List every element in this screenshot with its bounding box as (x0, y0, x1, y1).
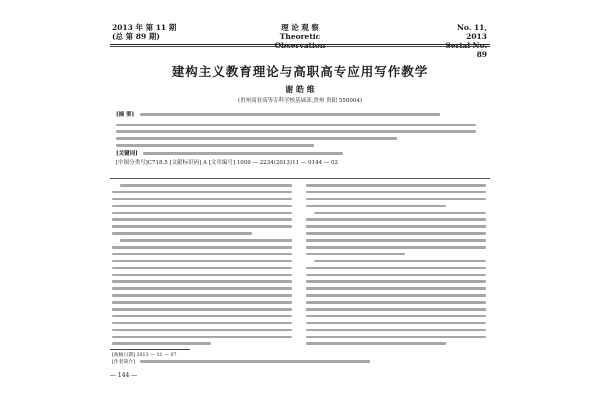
body-text-line (314, 260, 486, 263)
body-text-line (306, 280, 486, 283)
body-text-line (112, 315, 292, 318)
body-text-line (112, 274, 292, 277)
body-text-line (120, 239, 292, 242)
body-text-line (306, 274, 486, 277)
body-text-line (112, 301, 292, 304)
body-text-line (306, 267, 486, 270)
body-text-line (306, 315, 486, 318)
body-text-line (306, 342, 446, 345)
header-serial-en: Serial No. 89 (445, 41, 487, 59)
footnote-rule (110, 349, 190, 350)
body-text-line (112, 253, 292, 256)
keywords (116, 151, 476, 159)
keywords-label: [关键词] (116, 151, 138, 158)
body-text-line (112, 342, 211, 345)
journal-name-en: Theoretic Observation (274, 32, 326, 50)
header-issue (112, 23, 176, 41)
abstract (116, 112, 476, 147)
body-text-line (120, 184, 292, 187)
abstract-text-line (116, 137, 397, 140)
body-text-line (112, 260, 292, 263)
body-text-line (112, 198, 292, 201)
body-text-line (306, 253, 405, 256)
body-text-line (112, 336, 292, 339)
article-affiliation: (贵州商业高等专科学校基础部,贵州 贵阳 550004) (237, 98, 363, 104)
body-text-line (314, 212, 486, 215)
body-text-line (112, 225, 292, 228)
body-text-line (306, 308, 486, 311)
author-bio (112, 359, 488, 366)
body-text-line (112, 246, 292, 249)
body-text-line (112, 294, 292, 297)
header-issue-cn: 2013 年 第 11 期 (112, 23, 177, 32)
header-number-en: No. 11, 2013 (457, 23, 487, 41)
body-text-line (306, 184, 486, 187)
article-author: 谢 皓 维 (285, 84, 315, 94)
abstract-text-line (116, 130, 476, 133)
abstract-rule (110, 178, 490, 179)
abstract-text-line (116, 144, 314, 147)
body-text-line (112, 205, 292, 208)
body-text-line (306, 218, 486, 221)
page-number: — 144 — (110, 372, 138, 379)
body-text-line (306, 294, 486, 297)
body-text-line (306, 246, 486, 249)
journal-name-cn: 理 论 观 察 (281, 23, 319, 32)
body-column-right (306, 184, 486, 349)
header-rule-thin (110, 46, 490, 47)
header-issue-en (437, 23, 487, 59)
received-date: [收稿日期] 2013 — 11 — 07 (112, 353, 177, 358)
abstract-text-line (116, 124, 476, 127)
header-rule (110, 44, 490, 45)
body-text-line (112, 218, 292, 221)
abstract-block (116, 112, 476, 167)
header-serial-cn: (总 第 89 期) (112, 32, 160, 41)
body-text-line (306, 322, 486, 325)
footnote (112, 352, 488, 366)
body-text-line (306, 301, 486, 304)
body-column-left (112, 184, 292, 349)
classification-line: [中图分类号]C718.5 [文献标识码] A [文章编号] 1009 — 2234(2013)11 — 0144 — 02 (116, 159, 339, 166)
article-title: 建构主义教育理论与高职高专应用写作教学 (171, 64, 429, 79)
body-text-line (306, 198, 486, 201)
author-bio-label: [作者简介] (112, 360, 135, 365)
keywords-text-line (143, 152, 343, 155)
body-text-line (306, 287, 486, 290)
body-text-line (112, 212, 292, 215)
body-text-line (112, 191, 292, 194)
body-text-line (112, 232, 252, 235)
body-text-line (112, 329, 292, 332)
body-text-line (306, 191, 486, 194)
body-text-line (112, 280, 292, 283)
body-text-line (112, 322, 292, 325)
body-text-line (306, 329, 486, 332)
body-text-line (306, 205, 446, 208)
body-text-line (306, 232, 486, 235)
body-text-line (306, 239, 486, 242)
abstract-label: [摘 要] (116, 112, 135, 118)
body-text-line (112, 287, 292, 290)
body-text-line (112, 267, 292, 270)
body-text-line (306, 336, 486, 339)
body-text-line (112, 308, 292, 311)
author-bio-text-line (140, 360, 370, 363)
abstract-text-line (140, 113, 440, 116)
body-text-line (306, 225, 486, 228)
